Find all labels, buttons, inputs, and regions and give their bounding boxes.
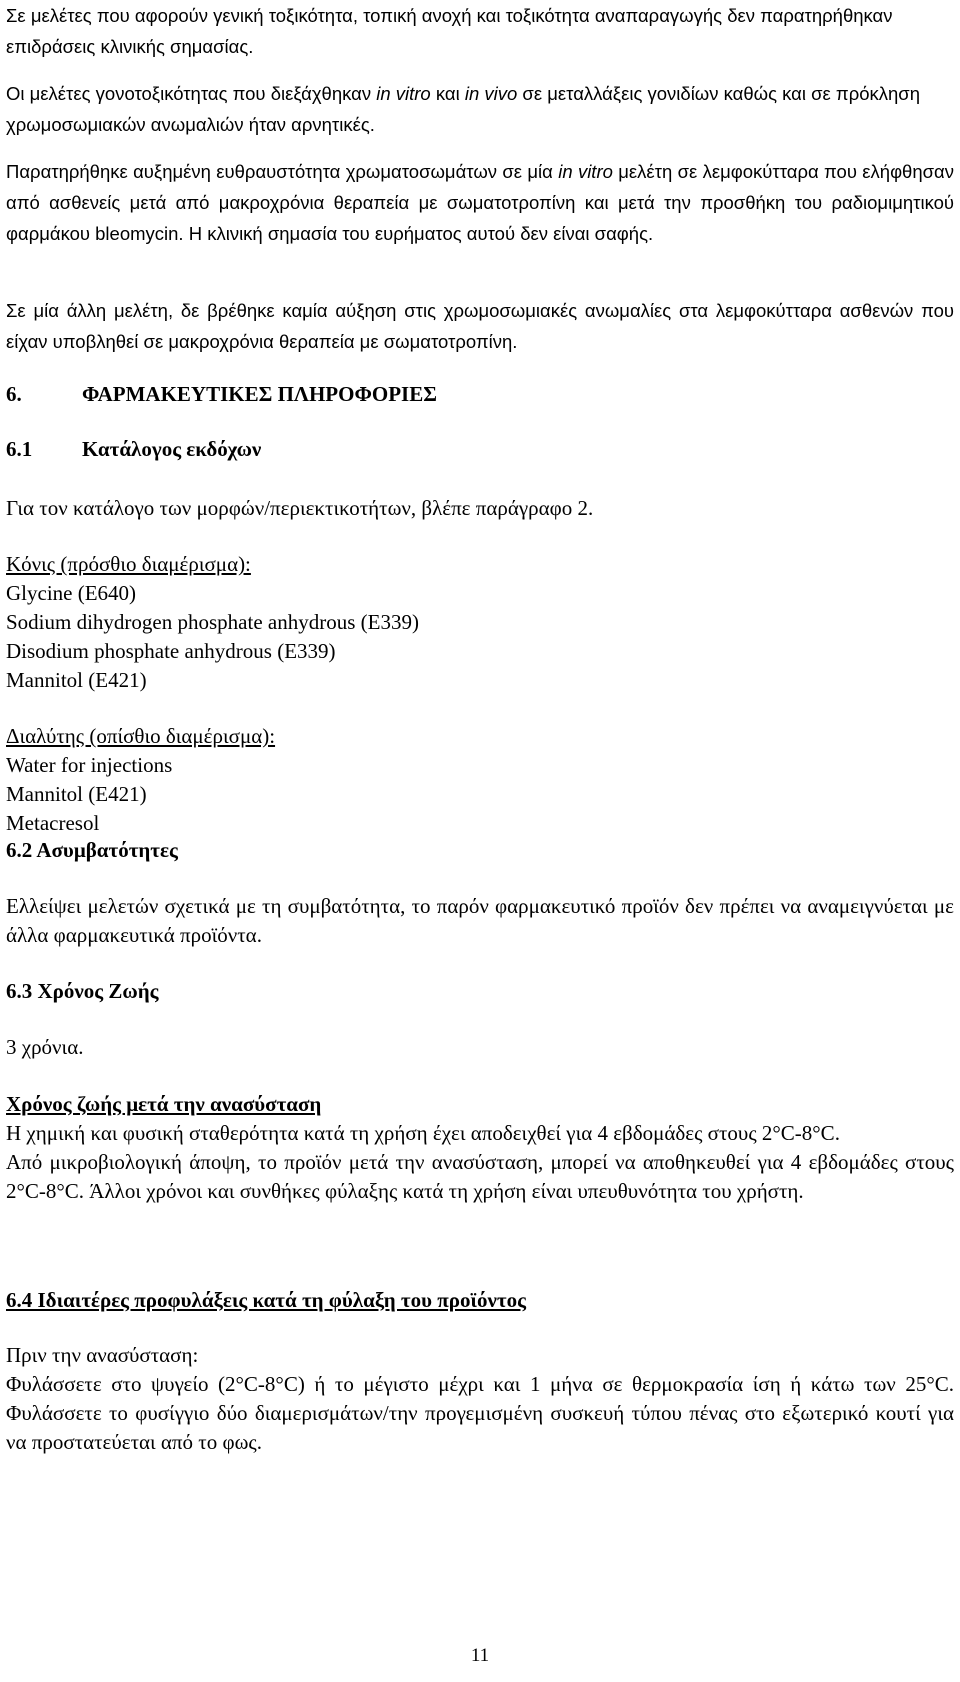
powder-item: Disodium phosphate anhydrous (E339) xyxy=(6,639,336,663)
powder-heading: Κόνις (πρόσθιο διαμέρισμα): xyxy=(6,552,251,576)
solvent-heading: Διαλύτης (οπίσθιο διαμέρισμα): xyxy=(6,724,276,748)
solvent-item: Mannitol (E421) xyxy=(6,782,147,806)
powder-compartment xyxy=(6,550,954,695)
section-6-3-heading: 6.3 Χρόνος Ζωής xyxy=(6,979,159,1003)
solvent-item: Water for injections xyxy=(6,753,173,777)
shelf-life-text: 3 χρόνια. xyxy=(6,1035,84,1059)
incompatibilities-text: Ελλείψει μελετών σχετικά με τη συμβατότητα, το παρόν φαρμακευτικό προϊόν δεν πρέπει να αναμειγνύεται με άλλα φαρμακευτικά προϊόντα. xyxy=(6,894,954,947)
reconstitution-block xyxy=(6,1090,954,1206)
section-6-heading: 6. ΦΑΡΜΑΚΕΥΤΙΚΕΣ ΠΛΗΡΟΦΟΡΙΕΣ xyxy=(6,382,437,406)
paragraph-other-study: Σε μία άλλη μελέτη, δε βρέθηκε καμία αύξηση στις χρωμοσωμιακές ανωμαλίες στα λεμφοκύτταρα ασθενών που είχαν υποβληθεί σε μακροχρόνια θεραπεία με σωματοτροπίνη. xyxy=(6,300,954,352)
chemical-stability-text: Η χημική και φυσική σταθερότητα κατά τη χρήση έχει αποδειχθεί για 4 εβδομάδες στους 2°C-8°C. xyxy=(6,1121,840,1145)
paragraph-chromosome-fragility: Παρατηρήθηκε αυξημένη ευθραυστότητα χρωματοσωμάτων σε μία in vitro μελέτη σε λεμφοκύτταρα που ελήφθησαν από ασθενείς μετά από μακροχρόνια θεραπεία με σωματοτροπίνη και μετά την προσθήκη του ραδιομιμητικού φαρμάκου bleomycin. Η κλινική σημασία του ευρήματος αυτού δεν είναι σαφής. xyxy=(6,161,955,244)
paragraph-toxicity: Σε μελέτες που αφορούν γενική τοξικότητα, τοπική ανοχή και τοξικότητα αναπαραγωγής δεν παρατηρήθηκαν επιδράσεις κλινικής σημασίας. xyxy=(6,5,893,57)
section-6-4-heading: 6.4 Ιδιαιτέρες προφυλάξεις κατά τη φύλαξη του προϊόντος xyxy=(6,1288,526,1312)
solvent-item: Metacresol xyxy=(6,811,100,835)
storage-text: Φυλάσσετε στο ψυγείο (2°C-8°C) ή το μέγιστο μέχρι και 1 μήνα σε θερμοκρασία ίση ή κάτω των 25°C. Φυλάσσετε το φυσίγγιο δύο διαμερισμάτων/την προγεμισμένη συσκευή τύπου πένας στο εξωτερικό κουτί για να προστατεύεται από το φως. xyxy=(6,1372,954,1454)
powder-item: Glycine (E640) xyxy=(6,581,137,605)
section-6-2-heading: 6.2 Ασυμβατότητες xyxy=(6,838,178,862)
page-number: 11 xyxy=(470,1645,490,1666)
section-6-1-heading: 6.1 Κατάλογος εκδόχων xyxy=(6,437,262,461)
before-reconstitution-label: Πριν την ανασύσταση: xyxy=(6,1343,199,1367)
excipients-intro: Για τον κατάλογο των μορφών/περιεκτικοτήτων, βλέπε παράγραφο 2. xyxy=(6,496,594,520)
paragraph-genotoxicity: Οι μελέτες γονοτοξικότητας που διεξάχθηκαν in vitro και in vivo σε μεταλλάξεις γονιδίων καθώς και σε πρόκληση χρωμοσωμιακών ανωμαλιών ήταν αρνητικές. xyxy=(6,83,920,135)
powder-item: Sodium dihydrogen phosphate anhydrous (E339) xyxy=(6,610,419,634)
microbiological-text: Από μικροβιολογική άποψη, το προϊόν μετά την ανασύσταση, μπορεί να αποθηκευθεί για 4 εβδομάδες στους 2°C-8°C. Άλλοι χρόνοι και συνθήκες φύλαξης κατά τη χρήση είναι υπευθυνότητα του χρήστη. xyxy=(6,1150,954,1203)
solvent-compartment xyxy=(6,722,954,838)
reconstitution-heading: Χρόνος ζωής μετά την ανασύσταση xyxy=(6,1092,322,1116)
powder-item: Mannitol (E421) xyxy=(6,668,147,692)
